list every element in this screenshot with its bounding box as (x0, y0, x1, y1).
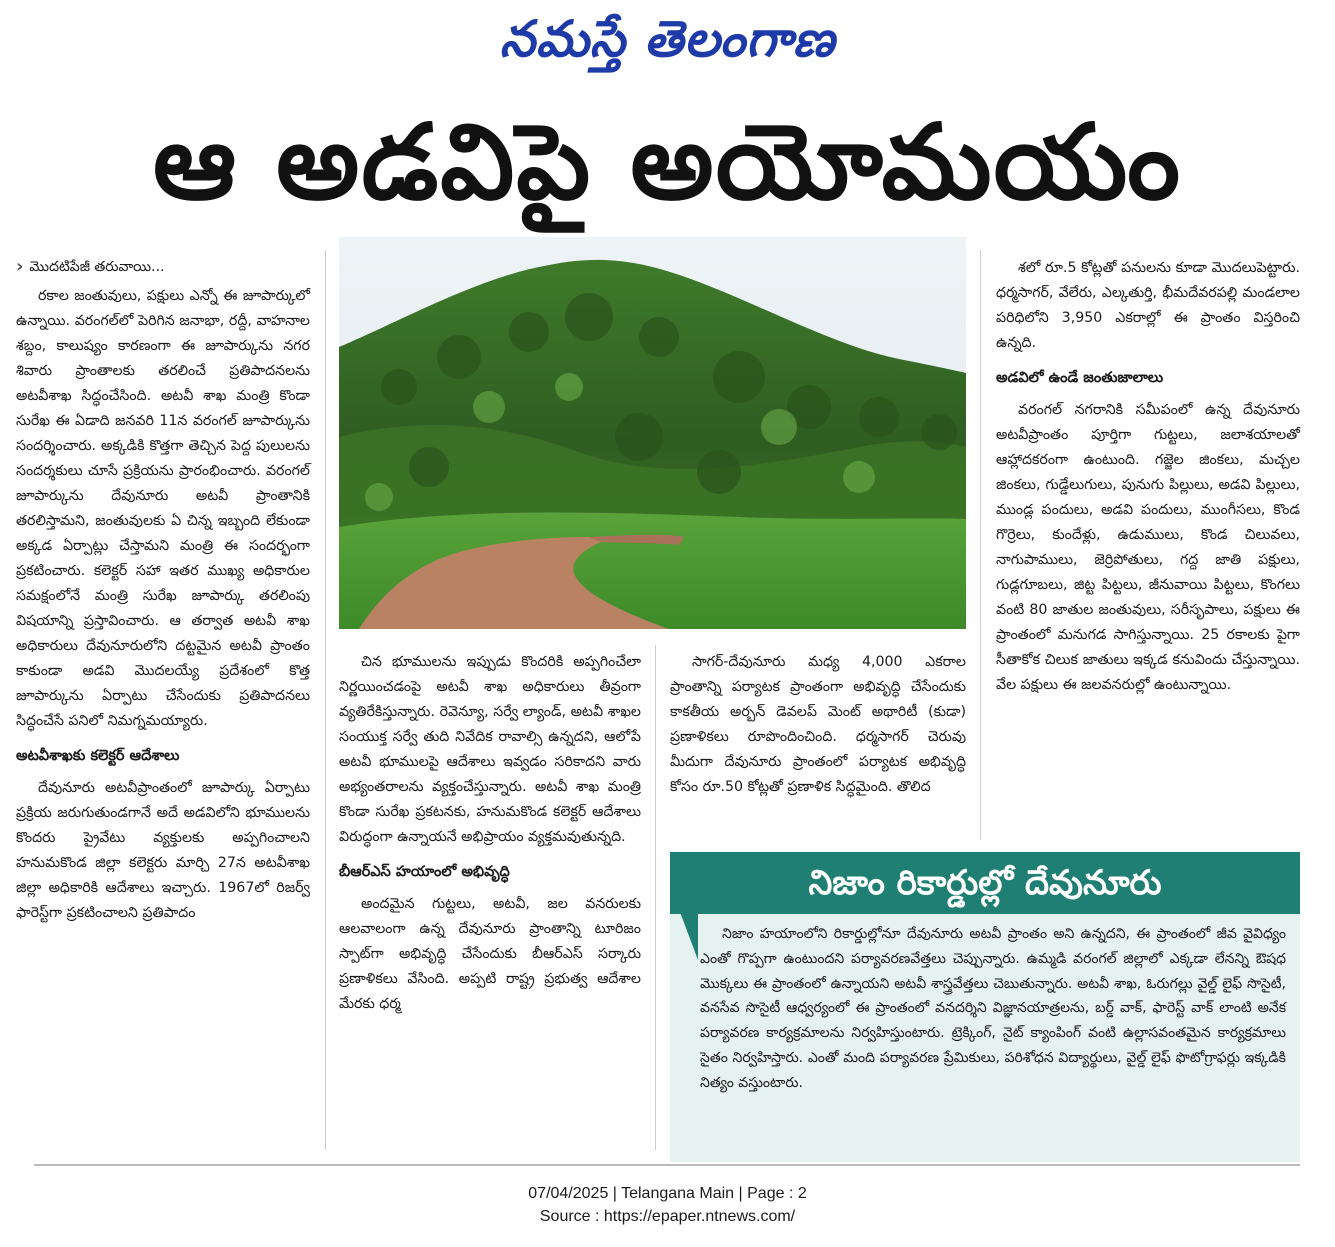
col1-paragraph-1: రకాల జంతువులు, పక్షులు ఎన్నో ఈ జూపార్కులో ఉన్నాయి. వరంగల్‌లో పెరిగిన జనాభా, రద్దీ, వాహనాల శబ్దం, కాలుష్యం కారణంగా ఈ జూపార్కును నగర శివారు ప్రాంతాలకు తరలించే ప్రతిపాదనలను అటవీశాఖ సిద్ధంచేసింది. అటవీ శాఖ మంత్రి కొండా సురేఖ ఈ ఏడాది జనవరి 11న వరంగల్ జూపార్కును సందర్శించారు. అక్కడికి కొత్తగా తెచ్చిన పెద్ద పులులను సందర్శకులు చూసే ప్రక్రియను ప్రారంభించారు. వరంగల్ జూపార్కును దేవునూరు అటవీ ప్రాంతానికి తరలిస్తామని, జంతువులకు ఏ చిన్న ఇబ్బంది లేకుండా అక్కడ ఏర్పాట్లు చేస్తామని మంత్రి ఈ సందర్భంగా ప్రకటించారు. కలెక్టర్ సహా ఇతర ముఖ్య అధికారుల సమక్షంలోనే మంత్రి సురేఖ జూపార్కు తరలింపు విషయాన్ని ప్రస్తావించారు. ఆ తర్వాత అటవీ శాఖ అధికారులు దేవునూరులోని దట్టమైన అటవీ ప్రాంతం కాకుండా అడవి మొదలయ్యే ప్రదేశంలో కొత్త జూపార్కును ఏర్పాటు చేసేందుకు ప్రతిపాదనలు సిద్ధంచేసే పనిలో నిమగ్నమయ్యారు. (16, 288, 310, 729)
forest-hill-image (339, 237, 966, 629)
col4-paragraph-2: వరంగల్ నగరానికి సమీపంలో ఉన్న దేవునూరు అటవీప్రాంతం పూర్తిగా గుట్టలు, జలాశయాలతో ఆహ్లాదకరంగా ఉంటుంది. గజ్జెల జింకలు, మచ్చల జింకలు, గుడ్డేలుగులు, పునుగు పిల్లులు, అడవి పిల్లులు, ముండ్ల పందులు, అడవి పందులు, ముంగీసలు, కొండ గొర్రెలు, కుందేళ్లు, ఉడుములు, కొండ చిలువలు, నాగుపాములు, జెర్రిపోతులు, గద్ద జాతి పక్షులు, గుడ్లగూబలు, జిట్ట పిట్టలు, జీనువాయి పిట్టలు, కొంగలు వంటి 80 జాతుల జంతువులు, సరీసృపాలు, పక్షులు ఈ ప్రాంతంలో మనుగడ సాగిస్తున్నాయి. 25 రకాలకు పైగా సీతాకోక చిలుక జాతులు ఇక్కడ కనువిందు చేస్తున్నాయి. వేల పక్షులు ఈ జలవనరుల్లో ఉంటున్నాయి. (996, 402, 1300, 693)
column-divider (980, 250, 981, 840)
bottom-rule (34, 1164, 1300, 1166)
column-3 (670, 650, 966, 800)
footer-source: Source : https://epaper.ntnews.com/ (539, 1208, 796, 1225)
column-divider (325, 250, 326, 1150)
masthead-logo: నమస్తే తెలంగాణ (499, 9, 836, 68)
col2-subheading: బీఆర్‌ఎస్ హయాంలో అభివృద్ధి (339, 864, 510, 880)
column-2 (339, 650, 641, 1017)
continued-kicker (16, 256, 310, 278)
col4-paragraph-1: శలో రూ.5 కోట్లతో పనులను కూడా మొదలుపెట్టారు. ధర్మసాగర్, వేలేరు, ఎల్కతుర్తి, భీమదేవరపల్లి మండలాల పరిధిలోని 3,950 ఎకరాల్లో ఈ ప్రాంతం విస్తరించి ఉన్నది. (996, 260, 1300, 351)
column-1 (16, 256, 310, 926)
kicker-text: మొదటిపేజీ తరువాయి... (29, 259, 165, 275)
sidebar-box-title: నిజాం రికార్డుల్లో దేవునూరు (670, 852, 1300, 914)
chevron-right-icon: › (16, 256, 24, 277)
sidebar-box-text (700, 922, 1286, 1096)
col1-subheading: అటవీశాఖకు కలెక్టర్ ఆదేశాలు (16, 748, 180, 764)
col2-paragraph-1: చిన భూములను ఇప్పుడు కొందరికి అప్పగించేలా నిర్ణయించడంపై అటవీ శాఖ అధికారులు తీవ్రంగా వ్యతిరేకిస్తున్నారు. రెవెన్యూ, సర్వే ల్యాండ్, అటవీ శాఖల సంయుక్త సర్వే తుది నివేదిక రావాల్సి ఉన్నదని, ఆలోపే అటవీ భూములపై ఆదేశాలు ఇవ్వడం సరికాదని వారు అభ్యంతరాలను వ్యక్తంచేస్తున్నారు. అటవీ శాఖ మంత్రి కొండా సురేఖ ప్రకటనకు, హనుమకొండ కలెక్టర్ ఆదేశాలు విరుద్ధంగా ఉన్నాయనే అభిప్రాయం వ్యక్తమవుతున్నది. (339, 654, 641, 845)
box-notch-decoration (680, 912, 698, 960)
column-divider (655, 645, 656, 1150)
col2-paragraph-2: అందమైన గుట్టలు, అటవీ, జల వనరులకు ఆలవాలంగా ఉన్న దేవునూరు ప్రాంతాన్ని టూరిజం స్పాట్‌గా అభివృద్ధి చేసేందుకు బీఆర్‌ఎస్ సర్కారు ప్రణాళికలు వేసింది. అప్పటి రాష్ట్ర ప్రభుత్వ ఆదేశాల మేరకు ధర్మ (339, 896, 641, 1012)
col4-subheading: అడవిలో ఉండే జంతుజాలాలు (996, 370, 1164, 386)
box-paragraph: నిజాం హయాంలోని రికార్డుల్లోనూ దేవునూరు అటవీ ప్రాంతం అని ఉన్నదని, ఈ ప్రాంతంలో జీవ వైవిధ్యం ఎంతో గొప్పగా ఉంటుందని పర్యావరణవేత్తలు చెప్పున్నారు. ఉమ్మడి వరంగల్ జిల్లాలో ఎక్కడా లేనన్ని ఔషధ మొక్కలు ఈ ప్రాంతంలో ఉన్నాయని అటవీ శాస్త్రవేత్తలు చెబుతున్నారు. అటవీ శాఖ, ఓరుగల్లు వైల్డ్ లైఫ్ సొసైటీ, వనసేవ సొసైటీ ఆధ్వర్యంలో ఈ ప్రాంతంలో వనదర్శిని విజ్ఞానయాత్రలను, బర్డ్ వాక్, ఫారెస్ట్ వాక్ లాంటి అనేక పర్యావరణ కార్యక్రమాలను నిర్వహిస్తుంటారు. ట్రెక్కింగ్, నైట్ క్యాంపింగ్ వంటి ఉల్లాసవంతమైన కార్యక్రమాలు సైతం నిర్వహిస్తారు. ఎంతో మంది పర్యావరణ ప్రేమికులు, పరిశోధన విద్యార్థులు, వైల్డ్ లైఫ్ ఫొటోగ్రాఫర్లు ఇక్కడికి నిత్యం వస్తుంటారు. (700, 926, 1286, 1091)
headline: ఆ అడవిపై అయోమయం (152, 101, 1183, 223)
forest-hill-photo (339, 237, 966, 629)
footer-dateline: 07/04/2025 | Telangana Main | Page : 2 (528, 1185, 807, 1202)
column-4 (996, 256, 1300, 698)
col1-paragraph-2: దేవునూరు అటవీప్రాంతంలో జూపార్కు ఏర్పాటు ప్రక్రియ జరుగుతుండగానే అదే అడవిలోని భూములను కొందరు ప్రైవేటు వ్యక్తులకు అప్పగించాలని హనుమకొండ జిల్లా కలెక్టరు మార్చి 27న అటవీశాఖ జిల్లా అధికారికి ఆదేశాలు ఇచ్చారు. 1967లో రిజర్వ్ ఫారెస్ట్‌గా ప్రకటించాలని ప్రతిపాదం (16, 780, 310, 921)
col3-paragraph-1: సాగర్-దేవునూరు మధ్య 4,000 ఎకరాల ప్రాంతాన్ని పర్యాటక ప్రాంతంగా అభివృద్ధి చేసేందుకు కాకతీయ అర్బన్ డెవలప్ మెంట్ అథారిటీ (కుడా) ప్రణాళికలు రూపొందించింది. ధర్మసాగర్ చెరువు మీదుగా దేవునూరు ప్రాంతంలో పర్యాటక అభివృద్ధి కోసం రూ.50 కోట్లతో ప్రణాళిక సిద్ధమైంది. తొలిద (670, 654, 966, 795)
